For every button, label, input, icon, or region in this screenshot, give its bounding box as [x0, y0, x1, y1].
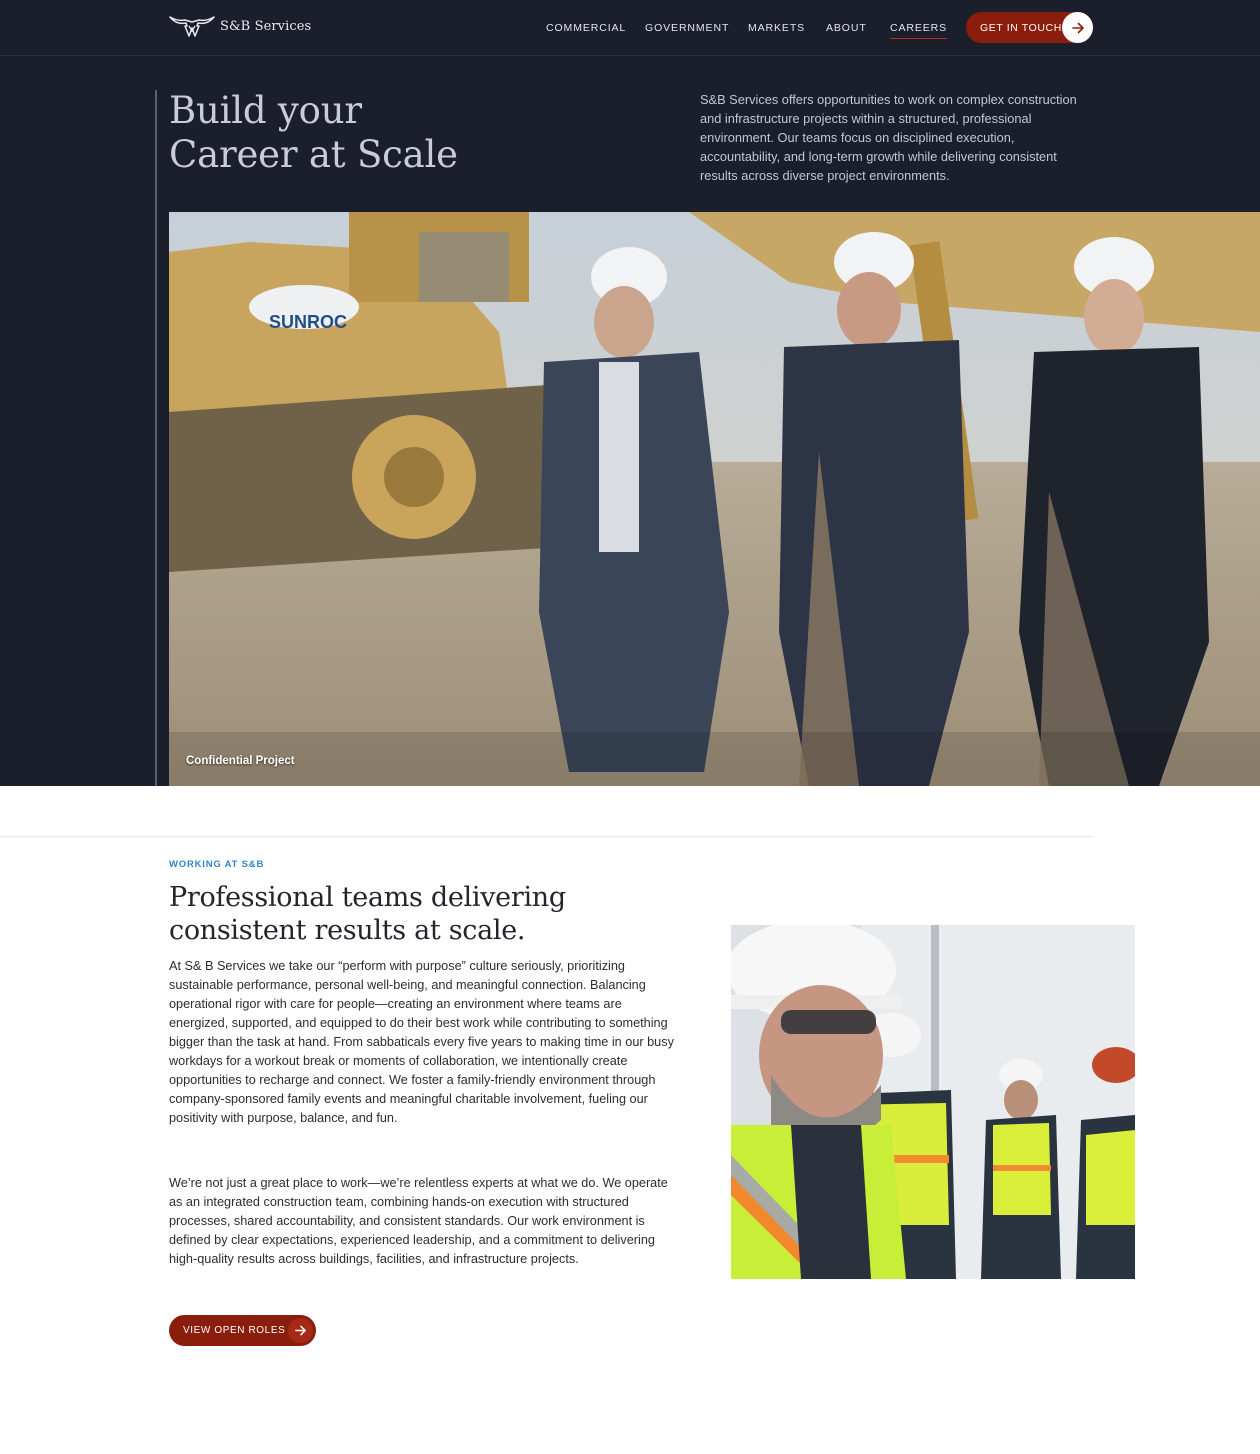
view-open-roles-label: VIEW OPEN ROLES — [183, 1325, 286, 1336]
logo-text: S&B Services — [220, 18, 312, 34]
section-title-line-2: consistent results at scale. — [169, 915, 526, 946]
arrow-right-icon — [288, 1318, 313, 1343]
hero-photo-illustration — [169, 212, 1260, 786]
hero-vertical-rule — [155, 90, 157, 786]
hero-photo-groundbreaking — [169, 212, 1260, 786]
section-eyebrow: WORKING AT S&B — [169, 859, 265, 870]
section-title — [169, 881, 709, 947]
culture-paragraph: At S& B Services we take our “perform with purpose” culture seriously, prioritizing sustainable performance, personal well-being, and meaningful connection. Balancing operational rigor with care for people—creating an environment where teams are energized, supported, and equipped to do their best work while contributing to something bigger than the task at hand. From sabbaticals every five years to making time in our busy workdays for a workout break or moments of collaboration, we intentionally create opportunities to recharge and connect. We foster a family-friendly environment through company-sponsored family events and meaningful charitable involvement, fueling our positivity with purpose, balance, and fun. — [169, 959, 674, 1125]
longhorn-logo-icon — [169, 14, 215, 38]
expertise-paragraph: We’re not just a great place to work—we’re relentless experts at what we do. We operate as an integrated construction team, combining hands-on execution with structured processes, shared accountability, and consistent standards. Our work environment is defined by clear expectations, experienced leadership, and a commitment to delivering high-quality results across buildings, facilities, and infrastructure projects. — [169, 1176, 668, 1266]
photo-caption: Confidential Project — [186, 755, 295, 767]
nav-item-government[interactable]: GOVERNMENT — [645, 22, 730, 34]
site-header — [0, 0, 1260, 56]
get-in-touch-label: GET IN TOUCH — [980, 22, 1062, 34]
arrow-right-icon — [1062, 12, 1093, 43]
nav-item-commercial[interactable]: COMMERCIAL — [546, 22, 627, 34]
view-open-roles-button[interactable] — [169, 1315, 316, 1346]
hero-description: S&B Services offers opportunities to work on complex construction and infrastructure projects within a structured, professional environment. Our teams focus on disciplined execution, accountability, and long-term growth while delivering consistent results across diverse project environments. — [700, 92, 1077, 183]
svg-text:SUNROC: SUNROC — [269, 312, 348, 332]
logo-link[interactable] — [169, 14, 311, 38]
nav-item-careers[interactable]: CAREERS — [890, 22, 948, 34]
section-title-line-1: Professional teams delivering — [169, 882, 566, 913]
nav-item-about[interactable]: ABOUT — [826, 22, 867, 34]
get-in-touch-button[interactable] — [966, 12, 1093, 43]
workers-photo-illustration — [731, 925, 1135, 1279]
hero-title — [169, 89, 458, 177]
nav-item-markets[interactable]: MARKETS — [748, 22, 806, 34]
workers-photo — [731, 925, 1135, 1279]
hero-title-line-2: Career at Scale — [169, 133, 458, 176]
hero-title-line-1: Build your — [169, 89, 362, 132]
section-divider — [0, 836, 1093, 837]
